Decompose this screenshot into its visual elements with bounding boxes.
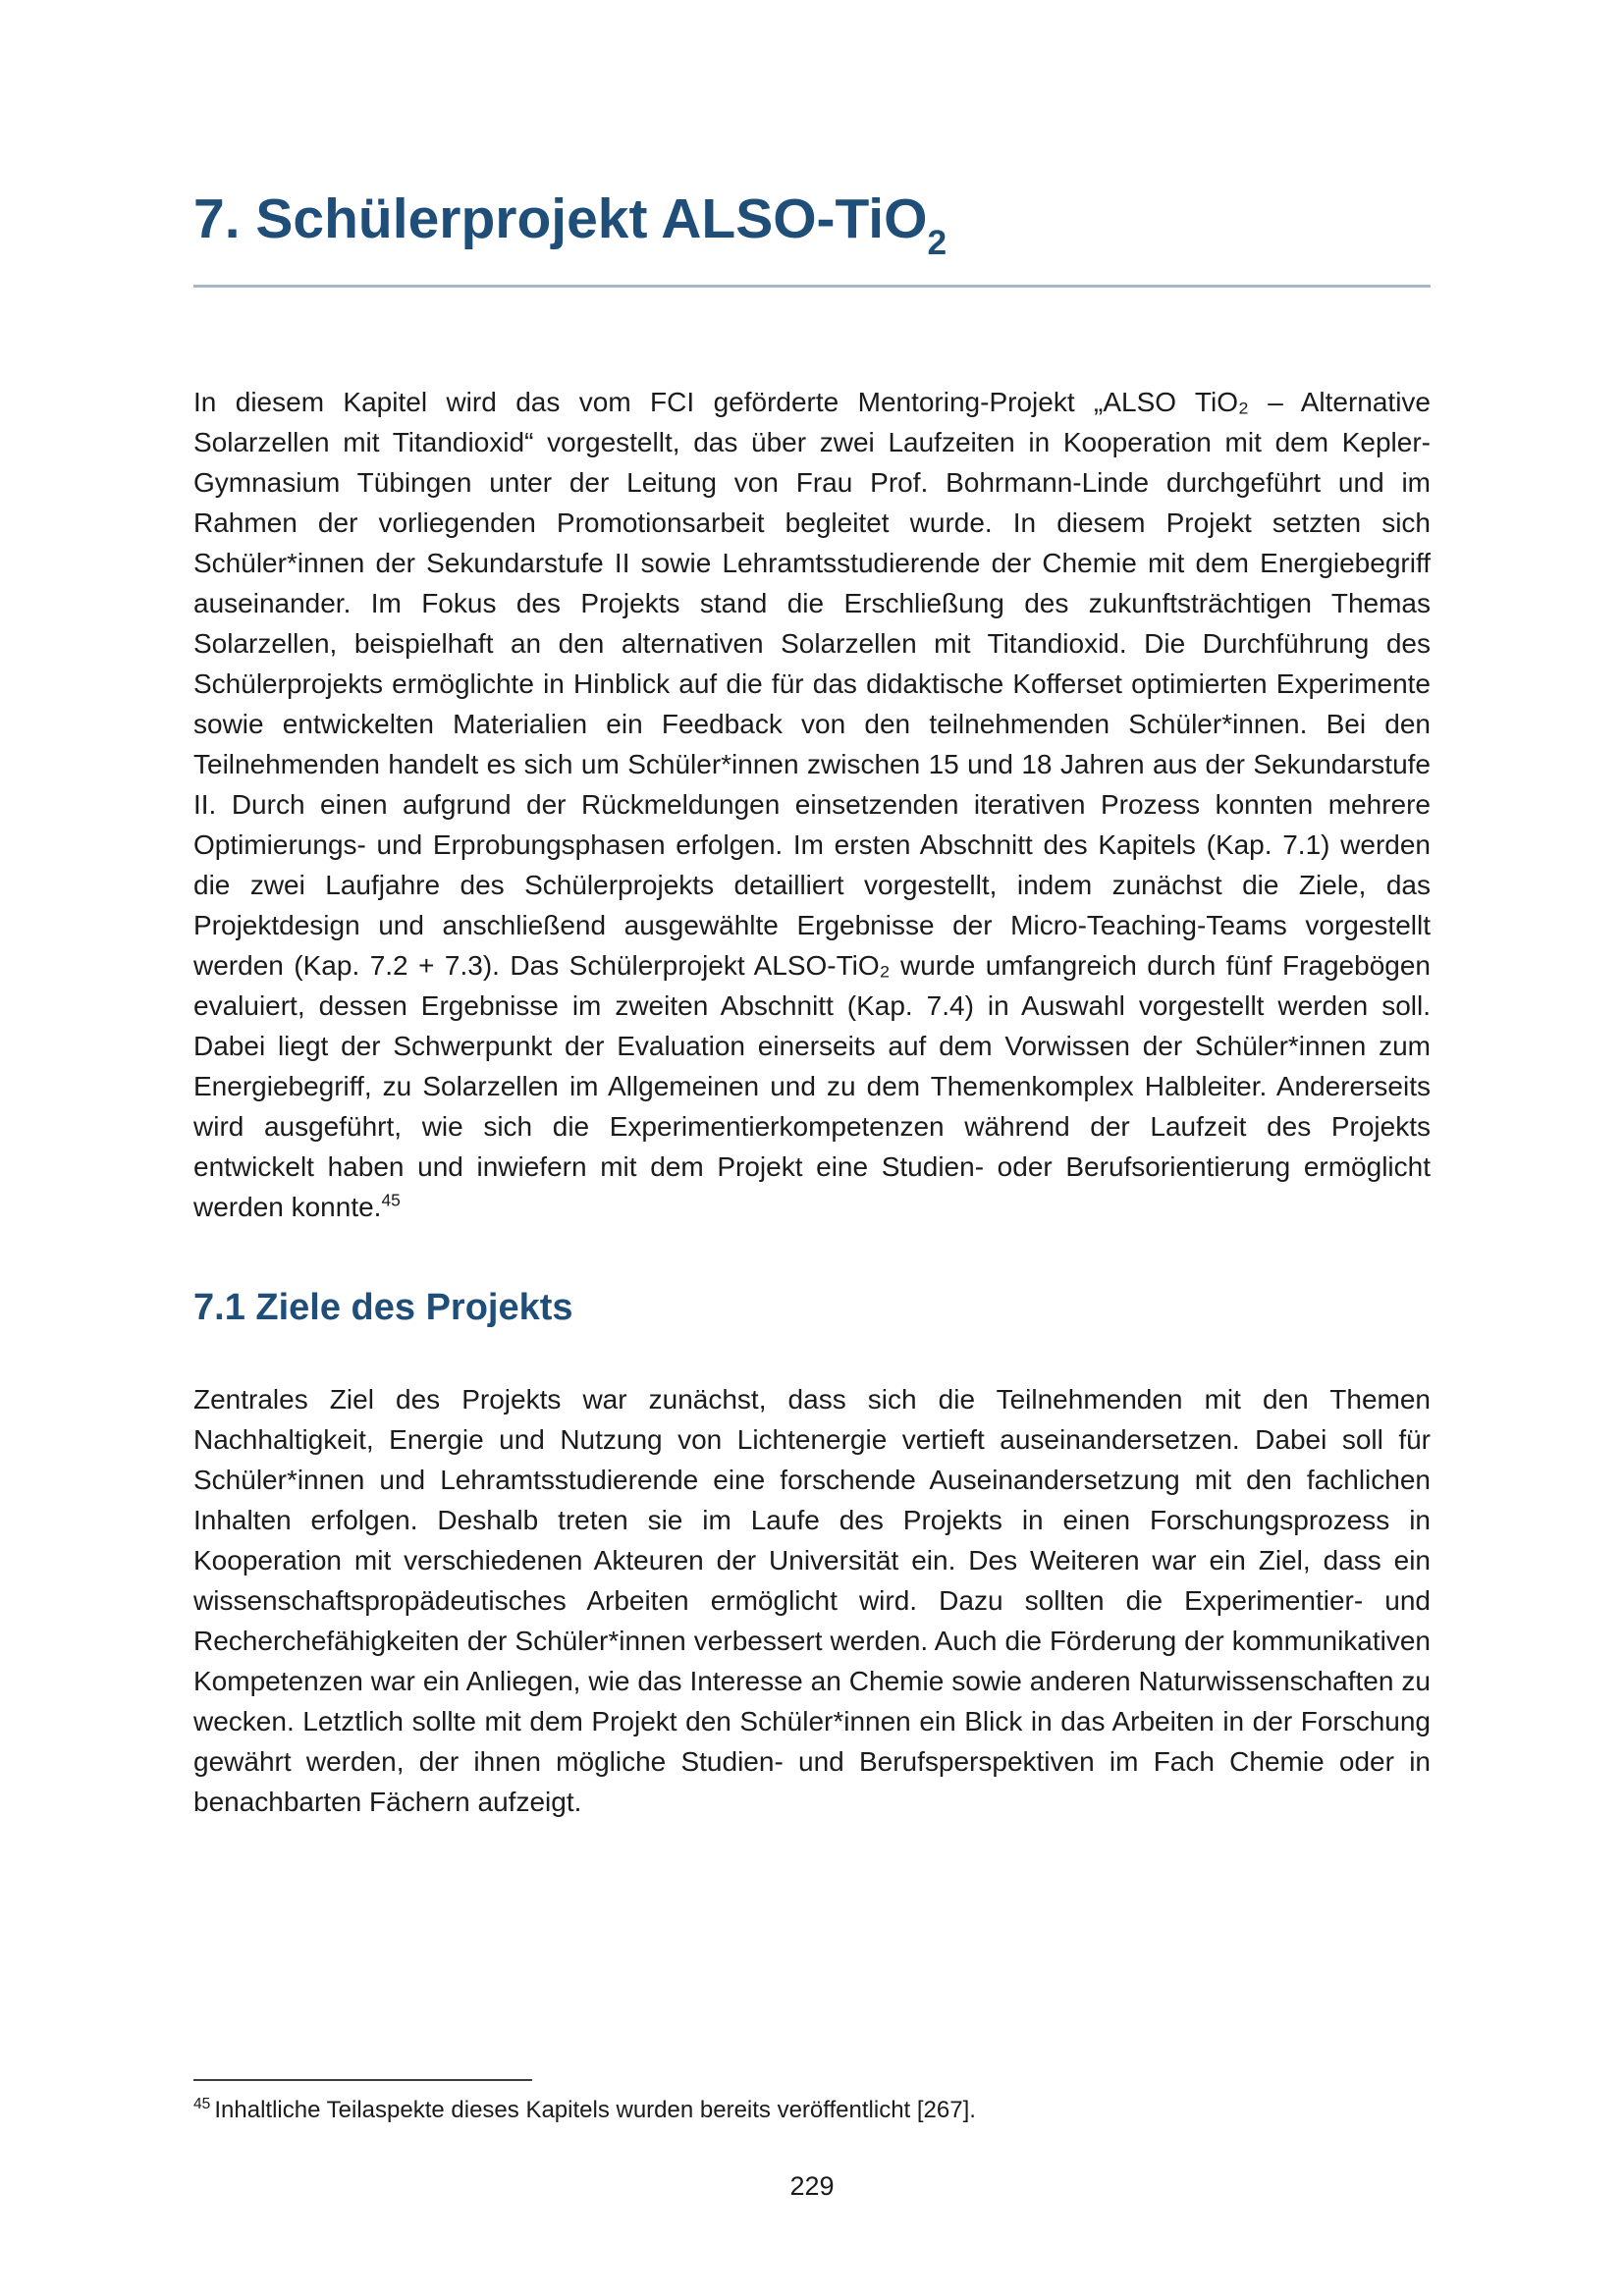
chapter-heading	[193, 187, 1431, 262]
heading-divider-rule	[193, 285, 1431, 288]
footnote-reference-marker: 45	[381, 1190, 401, 1210]
page-content	[193, 0, 1431, 1822]
section-heading-7-1: 7.1 Ziele des Projekts	[193, 1286, 573, 1328]
footnote-separator-rule	[193, 2079, 532, 2081]
footnote-marker: 45	[193, 2096, 211, 2112]
page-number: 229	[789, 2171, 835, 2201]
chapter-heading-text: 7. Schülerprojekt ALSO-TiO	[193, 187, 928, 250]
paragraph-introduction	[193, 382, 1431, 1227]
chapter-heading-subscript: 2	[927, 223, 947, 262]
paragraph-goals: Zentrales Ziel des Projekts war zunächst, dass sich die Teilnehmenden mit den Themen Nachhaltigkeit, Energie und Nutzung von Lichtenergie vertieft auseinandersetzen. Dabei soll für Schüler*innen und Lehramtsstudierende eine forschende Auseinandersetzung mit den fachlichen Inhalten erfolgen. Deshalb treten sie im Laufe des Projekts in einen Forschungsprozess in Kooperation mit verschiedenen Akteuren der Universität ein. Des Weiteren war ein Ziel, dass ein wissenschaftspropädeutisches Arbeiten ermöglicht wird. Dazu sollten die Experimentier- und Recherchefähigkeiten der Schüler*innen verbessert werden. Auch die Förderung der kommunikativen Kompetenzen war ein Anliegen, wie das Interesse an Chemie sowie anderen Naturwissenschaften zu wecken. Letztlich sollte mit dem Projekt den Schüler*innen ein Blick in das Arbeiten in der Forschung gewährt werden, der ihnen mögliche Studien- und Berufsperspektiven im Fach Chemie oder in benachbarten Fächern aufzeigt.	[193, 1384, 1431, 1818]
footnote-text: Inhaltliche Teilaspekte dieses Kapitels wurden bereits veröffentlicht [267].	[214, 2097, 976, 2123]
paragraph-introduction-text: In diesem Kapitel wird das vom FCI geförderte Mentoring-Projekt „ALSO TiO₂ – Alternative Solarzellen mit Titandioxid“ vorgestellt, das über zwei Laufzeiten in Kooperation mit dem Kepler-Gymnasium Tübingen unter der Leitung von Frau Prof. Bohrmann-Linde durchgeführt und im Rahmen der vorliegenden Promotionsarbeit begleitet wurde. In diesem Projekt setzten sich Schüler*innen der Sekundarstufe II sowie Lehramtsstudierende der Chemie mit dem Energiebegriff auseinander. Im Fokus des Projekts stand die Erschließung des zukunftsträchtigen Themas Solarzellen, beispielhaft an den alternativen Solarzellen mit Titandioxid. Die Durchführung des Schülerprojekts ermöglichte in Hinblick auf die für das didaktische Kofferset optimierten Experimente sowie entwickelten Materialien ein Feedback von den teilnehmenden Schüler*innen. Bei den Teilnehmenden handelt es sich um Schüler*innen zwischen 15 und 18 Jahren aus der Sekundarstufe II. Durch einen aufgrund der Rückmeldungen einsetzenden iterativen Prozess konnten mehrere Optimierungs- und Erprobungsphasen erfolgen. Im ersten Abschnitt des Kapitels (Kap. 7.1) werden die zwei Laufjahre des Schülerprojekts detailliert vorgestellt, indem zunächst die Ziele, das Projektdesign und anschließend ausgewählte Ergebnisse der Micro-Teaching-Teams vorgestellt werden (Kap. 7.2 + 7.3). Das Schülerprojekt ALSO-TiO₂ wurde umfangreich durch fünf Fragebögen evaluiert, dessen Ergebnisse im zweiten Abschnitt (Kap. 7.4) in Auswahl vorgestellt werden soll. Dabei liegt der Schwerpunkt der Evaluation einerseits auf dem Vorwissen der Schüler*innen zum Energiebegriff, zu Solarzellen im Allgemeinen und zu dem Themenkomplex Halbleiter. Andererseits wird ausgeführt, wie sich die Experimentierkompetenzen während der Laufzeit des Projekts entwickelt haben und inwiefern mit dem Projekt eine Studien- oder Berufsorientierung ermöglicht werden konnte.	[193, 386, 1431, 1222]
footnote-area	[193, 2079, 1431, 2125]
footnote	[193, 2095, 1431, 2125]
